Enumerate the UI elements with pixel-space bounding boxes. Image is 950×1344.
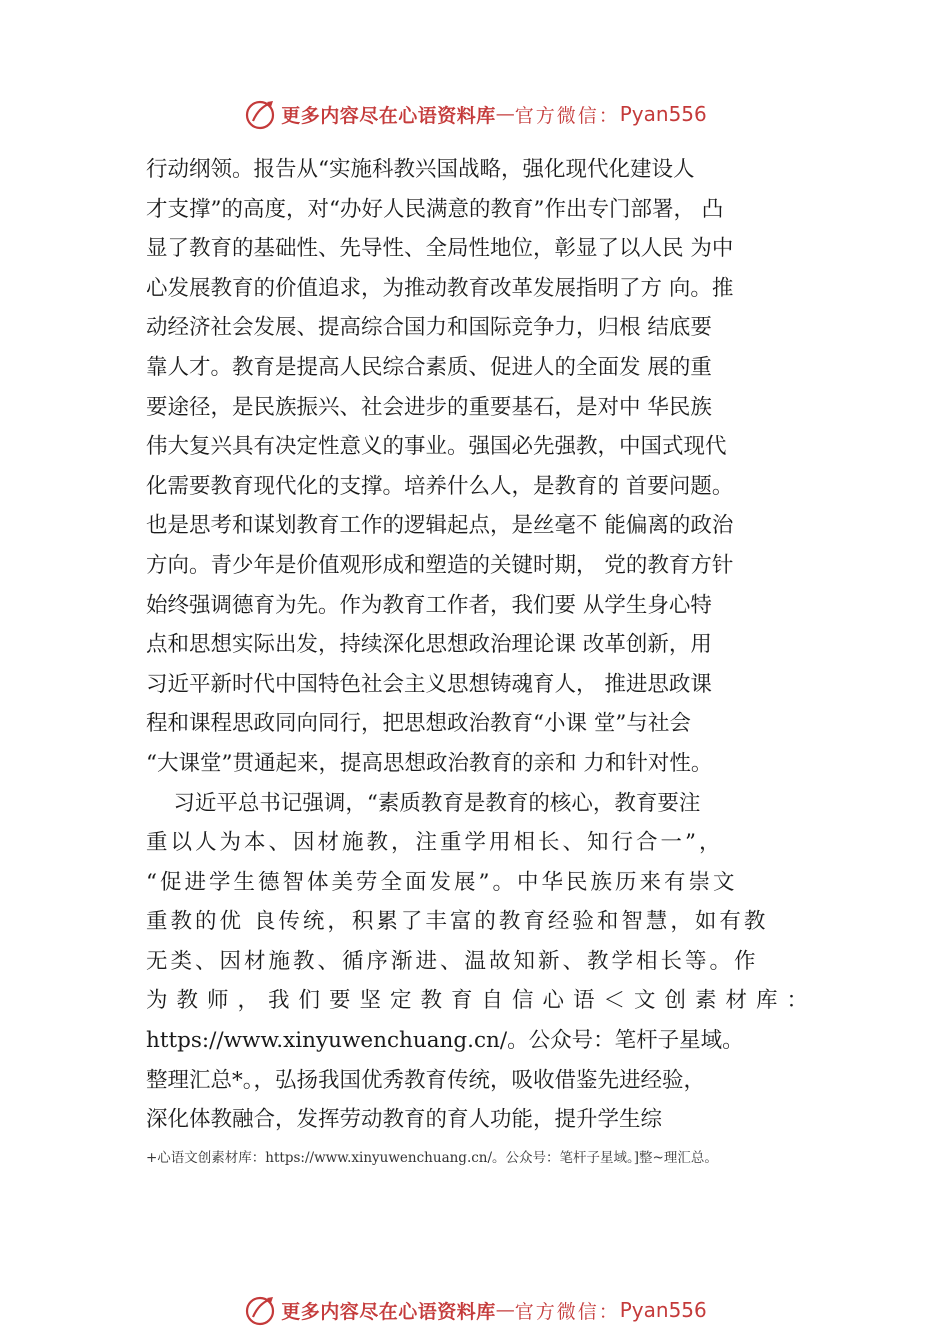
wechat-id: Pyan556 — [619, 1298, 707, 1322]
text-line: “促进学生德智体美劳全面发展”。中华民族历来有崇文 — [146, 869, 738, 895]
footnote: +心语文创素材库：https://www.xinyuwenchuang.cn/。公众号：笔杆子星域。]整~理汇总。 — [146, 1150, 718, 1166]
text-line: 要途径，是民族振兴、社会进步的重要基石，是对中 华民族 — [146, 394, 712, 420]
brand-logo-icon — [243, 1293, 277, 1327]
separator: — — [495, 103, 515, 125]
text-line: 整理汇总*。，弘扬我国优秀教育传统，吸收借鉴先进经验， — [146, 1067, 706, 1093]
text-line: 行动纲领。报告从“实施科教兴国战略，强化现代化建设人 — [146, 157, 695, 182]
text-line: 习近平新时代中国特色社会主义思想铸魂育人， 推进思政课 — [146, 671, 712, 697]
wechat-label: 官方微信： — [514, 1300, 620, 1323]
text-line: 才支撑”的高度，对“办好人民满意的教育”作出专门部署， 凸 — [146, 196, 724, 222]
text-line: 动经济社会发展、提高综合国力和国际竞争力，归根 结底要 — [146, 315, 712, 341]
text-line: 程和课程思政同向同行，把思想政治教育“小课 堂”与社会 — [146, 711, 691, 737]
wechat-id: Pyan556 — [619, 102, 707, 126]
text-line: 方向。青少年是价值观形成和塑造的关键时期， 党的教育方针 — [146, 552, 734, 578]
text-line: “大课堂”贯通起来，提高思想政治教育的亲和 力和针对性。 — [146, 750, 713, 776]
text-line: 点和思想实际出发，持续深化思想政治理论课 改革创新，用 — [146, 632, 712, 658]
text-line: 始终强调德育为先。作为教育工作者，我们要 从学生身心特 — [146, 592, 712, 618]
wechat-label: 官方微信： — [514, 104, 620, 127]
brand-name: 更多内容尽在心语资料库 — [281, 1300, 496, 1323]
text-line-url: https://www.xinyuwenchuang.cn/。公众号：笔杆子星域。 — [146, 1028, 744, 1054]
text-line: 化需要教育现代化的支撑。培养什么人，是教育的 首要问题。 — [146, 473, 734, 499]
header-banner — [0, 94, 950, 134]
text-line: 无类、因材施教、循序渐进、温故知新、教学相长等。作 — [146, 948, 759, 974]
separator: — — [495, 1299, 515, 1321]
text-line: 重以人为本、因材施教，注重学用相长、知行合一”， — [146, 830, 724, 856]
footer-banner — [0, 1290, 950, 1330]
text-line: 显了教育的基础性、先导性、全局性地位，彰显了以人民 为中 — [146, 236, 734, 262]
text-line: 深化体教融合，发挥劳动教育的育人功能，提升学生综 — [146, 1107, 663, 1133]
brand-name: 更多内容尽在心语资料库 — [281, 104, 496, 127]
document-body — [146, 150, 846, 1140]
brand-logo-icon — [243, 97, 277, 131]
text-line: 习近平总书记强调，“素质教育是教育的核心，教育要注 — [146, 790, 701, 816]
text-line: 靠人才。教育是提高人民综合素质、促进人的全面发 展的重 — [146, 354, 712, 380]
text-line: 为教师，我们要坚定教育自信心语＜文创素材库： — [146, 988, 818, 1014]
text-line: 重教的优 良传统，积累了丰富的教育经验和智慧，如有教 — [146, 909, 769, 935]
text-line: 也是思考和谋划教育工作的逻辑起点，是丝毫不 能偏离的政治 — [146, 513, 734, 539]
text-line: 伟大复兴具有决定性意义的事业。强国必先强教，中国式现代 — [146, 434, 727, 460]
text-line: 心发展教育的价值追求，为推动教育改革发展指明了方 向。推 — [146, 275, 734, 301]
